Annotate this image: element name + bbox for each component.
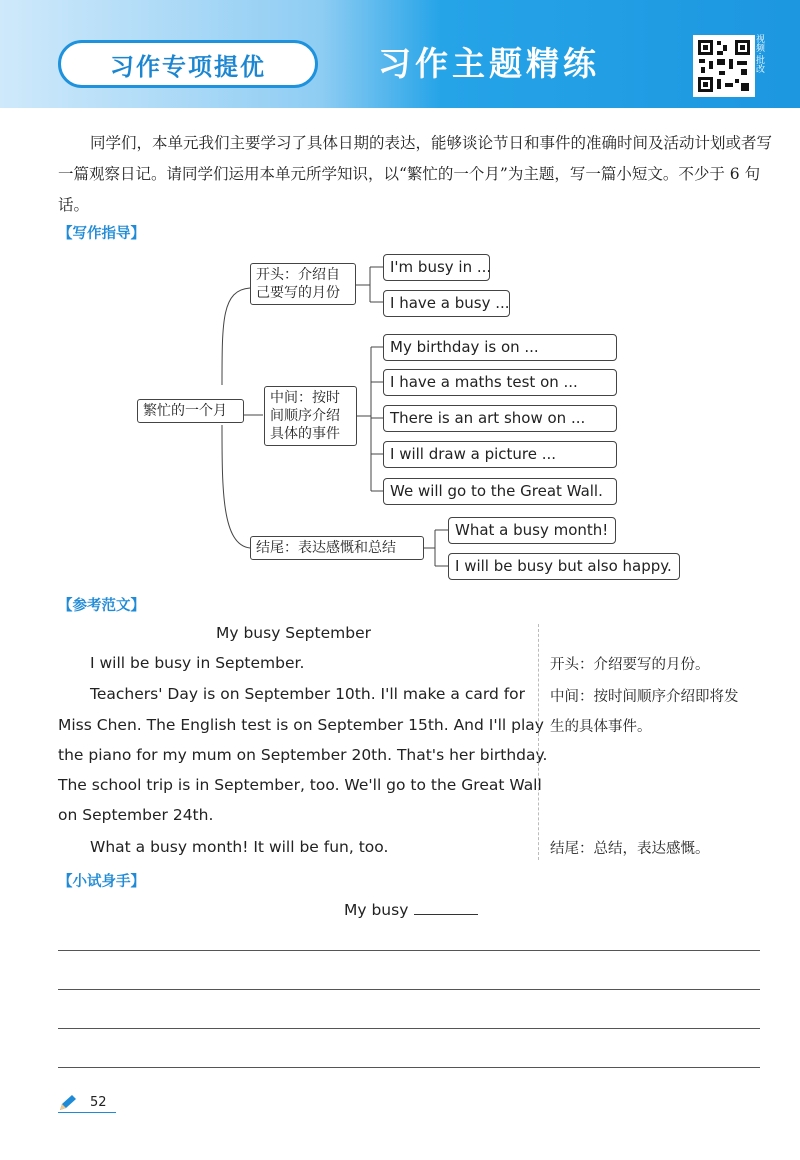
essay-line: Miss Chen. The English test is on September 15th. And I'll play — [58, 716, 544, 734]
mindmap-middle-item: I have a maths test on ... — [383, 369, 617, 396]
section-tab — [58, 40, 318, 88]
writing-line[interactable] — [58, 950, 760, 951]
qr-code-icon[interactable] — [693, 35, 755, 97]
mindmap-opening-item: I have a busy ... — [383, 290, 510, 317]
header-banner — [0, 0, 800, 108]
mindmap-ending-item: I will be busy but also happy. — [448, 553, 680, 580]
essay-line: I will be busy in September. — [90, 654, 305, 672]
mindmap-middle-item: My birthday is on ... — [383, 334, 617, 361]
essay-line: What a busy month! It will be fun, too. — [90, 838, 389, 856]
mindmap-ending-item: What a busy month! — [448, 517, 616, 544]
page-title: 习作主题精练 — [378, 44, 600, 83]
mindmap-middle-item: There is an art show on ... — [383, 405, 617, 432]
essay-line: on September 24th. — [58, 806, 214, 824]
writing-line[interactable] — [58, 1028, 760, 1029]
writing-line[interactable] — [58, 1067, 760, 1068]
practice-title-text: My busy — [344, 901, 409, 919]
writing-guide-heading: 【写作指导】 — [58, 226, 145, 242]
mindmap-ending-label: 结尾：表达感慨和总结 — [250, 536, 424, 560]
essay-divider — [538, 624, 539, 860]
mindmap-opening-label: 开头：介绍自己要写的月份 — [250, 263, 356, 305]
note-opening: 开头：介绍要写的月份。 — [550, 657, 710, 673]
essay-line: Teachers' Day is on September 10th. I'll make a card for — [90, 685, 526, 703]
note-ending: 结尾：总结，表达感慨。 — [550, 841, 710, 857]
essay-line: The school trip is in September, too. We'll go to the Great Wall — [58, 776, 542, 794]
mindmap-opening-item: I'm busy in ... — [383, 254, 490, 281]
qr-caption: 视频·批改 — [754, 34, 764, 73]
essay-title: My busy September — [216, 624, 371, 642]
mindmap-middle-item: I will draw a picture ... — [383, 441, 617, 468]
footer-rule — [58, 1112, 116, 1113]
mindmap-middle-label: 中间：按时间顺序介绍具体的事件 — [264, 386, 357, 446]
practice-heading: 【小试身手】 — [58, 874, 145, 890]
practice-title — [344, 900, 478, 919]
sample-essay-heading: 【参考范文】 — [58, 598, 145, 614]
mindmap-middle-item: We will go to the Great Wall. — [383, 478, 617, 505]
title-blank-input[interactable] — [414, 900, 478, 915]
essay-line: the piano for my mum on September 20th. That's her birthday. — [58, 746, 548, 764]
page-number: 52 — [90, 1095, 107, 1110]
note-middle: 中间：按时间顺序介绍即将发生的具体事件。 — [550, 689, 739, 735]
writing-line[interactable] — [58, 989, 760, 990]
pencil-icon — [58, 1094, 78, 1112]
task-instructions: 同学们，本单元我们主要学习了具体日期的表达，能够谈论节日和事件的准确时间及活动计划或者写一篇观察日记。请同学们运用本单元所学知识，以“繁忙的一个月”为主题，写一篇小短文。不少于 6 句话。 — [58, 134, 773, 214]
mindmap-center: 繁忙的一个月 — [137, 399, 244, 423]
section-tab-label: 习作专项提优 — [110, 52, 266, 81]
